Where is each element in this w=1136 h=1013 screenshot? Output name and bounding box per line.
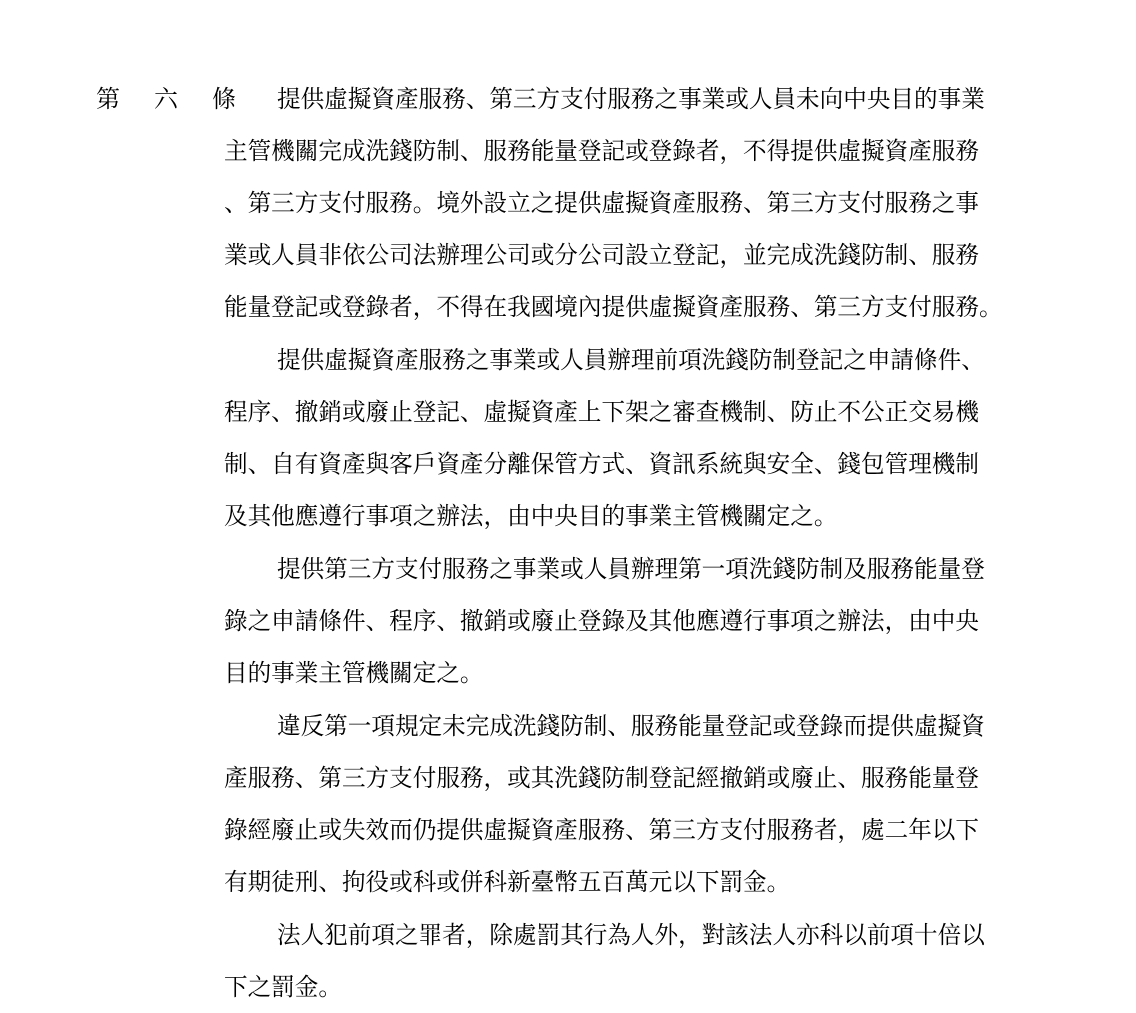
article-label-char: 第 (96, 85, 120, 113)
article-number (96, 80, 236, 118)
paragraph-4-line: 有期徒刑、拘役或科或併科新臺幣五百萬元以下罰金。 (224, 868, 791, 896)
paragraph-5-line: 下之罰金。 (224, 973, 342, 1001)
paragraph-1-line: 提供虛擬資產服務、第三方支付服務之事業或人員未向中央目的事業 (277, 85, 985, 113)
article-label-char: 六 (154, 85, 178, 113)
paragraph-2-line: 提供虛擬資產服務之事業或人員辦理前項洗錢防制登記之申請條件、 (277, 346, 985, 374)
paragraph-1-line: 、第三方支付服務。境外設立之提供虛擬資產服務、第三方支付服務之事 (224, 189, 979, 217)
paragraph-1-line: 主管機關完成洗錢防制、服務能量登記或登錄者，不得提供虛擬資產服務 (224, 137, 979, 165)
article-label-char: 條 (212, 85, 236, 113)
paragraph-4-line: 錄經廢止或失效而仍提供虛擬資產服務、第三方支付服務者，處二年以下 (224, 816, 979, 844)
paragraph-1-line: 能量登記或登錄者，不得在我國境內提供虛擬資產服務、第三方支付服務。 (224, 293, 1003, 321)
paragraph-4-line: 違反第一項規定未完成洗錢防制、服務能量登記或登錄而提供虛擬資 (277, 712, 985, 740)
paragraph-3-line: 錄之申請條件、程序、撤銷或廢止登錄及其他應遵行事項之辦法，由中央 (224, 607, 979, 635)
paragraph-2-line: 制、自有資產與客戶資產分離保管方式、資訊系統與安全、錢包管理機制 (224, 450, 979, 478)
paragraph-2-line: 程序、撤銷或廢止登記、虛擬資產上下架之審查機制、防止不公正交易機 (224, 398, 979, 426)
paragraph-1-line: 業或人員非依公司法辦理公司或分公司設立登記，並完成洗錢防制、服務 (224, 241, 979, 269)
paragraph-3-line: 目的事業主管機關定之。 (224, 659, 484, 687)
paragraph-2-line: 及其他應遵行事項之辦法，由中央目的事業主管機關定之。 (224, 502, 838, 530)
paragraph-4-line: 產服務、第三方支付服務，或其洗錢防制登記經撤銷或廢止、服務能量登 (224, 764, 979, 792)
paragraph-5-line: 法人犯前項之罪者，除處罰其行為人外，對該法人亦科以前項十倍以 (277, 921, 985, 949)
paragraph-3-line: 提供第三方支付服務之事業或人員辦理第一項洗錢防制及服務能量登 (277, 555, 985, 583)
